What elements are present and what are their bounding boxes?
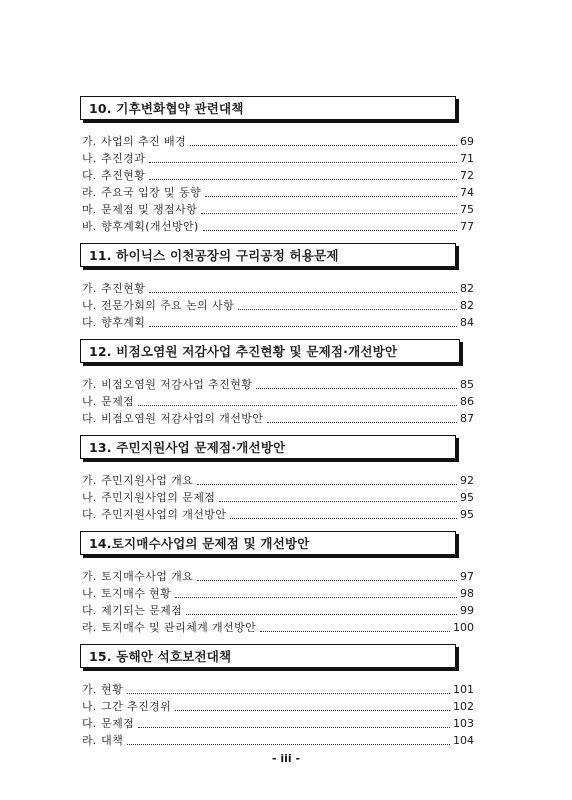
entry-marker: 다. (82, 169, 97, 182)
entry-page-number: 69 (460, 135, 474, 148)
entry-page-number: 104 (453, 734, 474, 747)
dot-leader (201, 213, 457, 214)
dot-leader (238, 309, 457, 310)
page-number-footer: - iii - (271, 752, 301, 765)
entry-marker: 가. (82, 570, 97, 583)
entry-page-number: 101 (453, 683, 474, 696)
entry-title: 그간 추진경위 (101, 700, 172, 713)
toc-section (80, 435, 494, 522)
dot-leader (175, 597, 457, 598)
entry-title: 주요국 입장 및 동향 (101, 186, 202, 199)
toc-entry (82, 149, 474, 166)
entry-title: 향후계획(개선방안) (101, 220, 199, 233)
dot-leader (138, 405, 457, 406)
toc-entry (82, 296, 474, 313)
entry-page-number: 85 (460, 378, 474, 391)
toc-entry (82, 505, 474, 522)
toc-entry (82, 166, 474, 183)
toc-entry (82, 488, 474, 505)
toc-section (80, 644, 494, 748)
toc-item-list (80, 680, 494, 748)
toc-entry (82, 132, 474, 149)
toc-entry (82, 279, 474, 296)
entry-page-number: 77 (460, 220, 474, 233)
table-of-contents (80, 96, 494, 757)
toc-item-list (80, 471, 494, 522)
toc-entry (82, 471, 474, 488)
entry-page-number: 74 (460, 186, 474, 199)
toc-entry (82, 567, 474, 584)
toc-entry (82, 409, 474, 426)
toc-entry (82, 714, 474, 731)
entry-title: 추진현황 (101, 169, 146, 182)
entry-title: 현황 (101, 683, 124, 696)
entry-page-number: 82 (460, 299, 474, 312)
toc-item-list (80, 132, 494, 234)
entry-page-number: 102 (453, 700, 474, 713)
entry-title: 추진경과 (101, 152, 146, 165)
entry-title: 문제점 및 쟁점사항 (101, 203, 198, 216)
dot-leader (149, 179, 457, 180)
entry-marker: 가. (82, 135, 97, 148)
entry-title: 전문가회의 주요 논의 사항 (101, 299, 235, 312)
entry-marker: 라. (82, 734, 97, 747)
entry-page-number: 92 (460, 474, 474, 487)
toc-section (80, 96, 494, 234)
section-heading: 10. 기후변화협약 관련대책 (80, 96, 456, 120)
dot-leader (149, 162, 457, 163)
dot-leader (149, 326, 457, 327)
toc-entry (82, 680, 474, 697)
entry-marker: 라. (82, 621, 97, 634)
dot-leader (138, 727, 450, 728)
entry-title: 주민지원사업의 개선방안 (101, 508, 227, 521)
dot-leader (190, 145, 457, 146)
toc-item-list (80, 567, 494, 635)
entry-page-number: 100 (453, 621, 474, 634)
toc-entry (82, 375, 474, 392)
entry-title: 비점오염원 저감사업의 개선방안 (101, 412, 264, 425)
toc-entry (82, 200, 474, 217)
dot-leader (186, 614, 457, 615)
dot-leader (127, 693, 450, 694)
dot-leader (175, 710, 450, 711)
entry-marker: 다. (82, 412, 97, 425)
entry-page-number: 87 (460, 412, 474, 425)
entry-page-number: 84 (460, 316, 474, 329)
entry-marker: 다. (82, 316, 97, 329)
toc-entry (82, 697, 474, 714)
section-heading: 15. 동해안 석호보전대책 (80, 644, 456, 668)
entry-title: 주민지원사업의 문제점 (101, 491, 216, 504)
entry-page-number: 82 (460, 282, 474, 295)
dot-leader (260, 631, 450, 632)
entry-title: 문제점 (101, 395, 135, 408)
entry-page-number: 99 (460, 604, 474, 617)
entry-title: 대책 (101, 734, 124, 747)
toc-entry (82, 584, 474, 601)
entry-marker: 다. (82, 508, 97, 521)
entry-marker: 가. (82, 683, 97, 696)
entry-title: 사업의 추진 배경 (101, 135, 187, 148)
entry-marker: 다. (82, 604, 97, 617)
toc-section (80, 339, 494, 426)
section-heading: 11. 하이닉스 이천공장의 구리공정 허용문제 (80, 243, 456, 267)
section-heading: 12. 비점오염원 저감사업 추진현황 및 문제점·개선방안 (80, 339, 460, 363)
entry-title: 토지매수 현황 (101, 587, 172, 600)
entry-title: 추진현황 (101, 282, 146, 295)
toc-item-list (80, 279, 494, 330)
section-heading: 14.토지매수사업의 문제점 및 개선방안 (80, 531, 456, 555)
entry-marker: 라. (82, 186, 97, 199)
dot-leader (127, 744, 450, 745)
toc-entry (82, 217, 474, 234)
entry-title: 주민지원사업 개요 (101, 474, 194, 487)
entry-marker: 나. (82, 491, 97, 504)
entry-page-number: 72 (460, 169, 474, 182)
entry-title: 향후계획 (101, 316, 146, 329)
toc-entry (82, 183, 474, 200)
dot-leader (267, 422, 457, 423)
entry-marker: 다. (82, 717, 97, 730)
toc-entry (82, 731, 474, 748)
entry-marker: 나. (82, 299, 97, 312)
dot-leader (197, 580, 457, 581)
entry-page-number: 98 (460, 587, 474, 600)
toc-entry (82, 618, 474, 635)
entry-marker: 나. (82, 152, 97, 165)
entry-page-number: 86 (460, 395, 474, 408)
entry-page-number: 97 (460, 570, 474, 583)
toc-entry (82, 392, 474, 409)
section-heading: 13. 주민지원사업 문제점·개선방안 (80, 435, 456, 459)
entry-marker: 가. (82, 378, 97, 391)
entry-marker: 나. (82, 395, 97, 408)
dot-leader (197, 484, 457, 485)
dot-leader (230, 518, 457, 519)
dot-leader (203, 230, 457, 231)
dot-leader (149, 292, 457, 293)
entry-page-number: 95 (460, 491, 474, 504)
entry-marker: 가. (82, 474, 97, 487)
entry-marker: 마. (82, 203, 97, 216)
toc-item-list (80, 375, 494, 426)
toc-entry (82, 313, 474, 330)
dot-leader (256, 388, 457, 389)
entry-title: 제기되는 문제점 (101, 604, 183, 617)
entry-marker: 나. (82, 587, 97, 600)
dot-leader (205, 196, 457, 197)
entry-title: 토지매수 및 관리체계 개선방안 (101, 621, 257, 634)
dot-leader (219, 501, 457, 502)
entry-marker: 바. (82, 220, 97, 233)
entry-marker: 가. (82, 282, 97, 295)
entry-title: 비점오염원 저감사업 추진현황 (101, 378, 253, 391)
entry-page-number: 103 (453, 717, 474, 730)
entry-title: 문제점 (101, 717, 135, 730)
toc-section (80, 243, 494, 330)
toc-entry (82, 601, 474, 618)
entry-page-number: 71 (460, 152, 474, 165)
entry-page-number: 75 (460, 203, 474, 216)
entry-marker: 나. (82, 700, 97, 713)
entry-page-number: 95 (460, 508, 474, 521)
toc-section (80, 531, 494, 635)
entry-title: 토지매수사업 개요 (101, 570, 194, 583)
